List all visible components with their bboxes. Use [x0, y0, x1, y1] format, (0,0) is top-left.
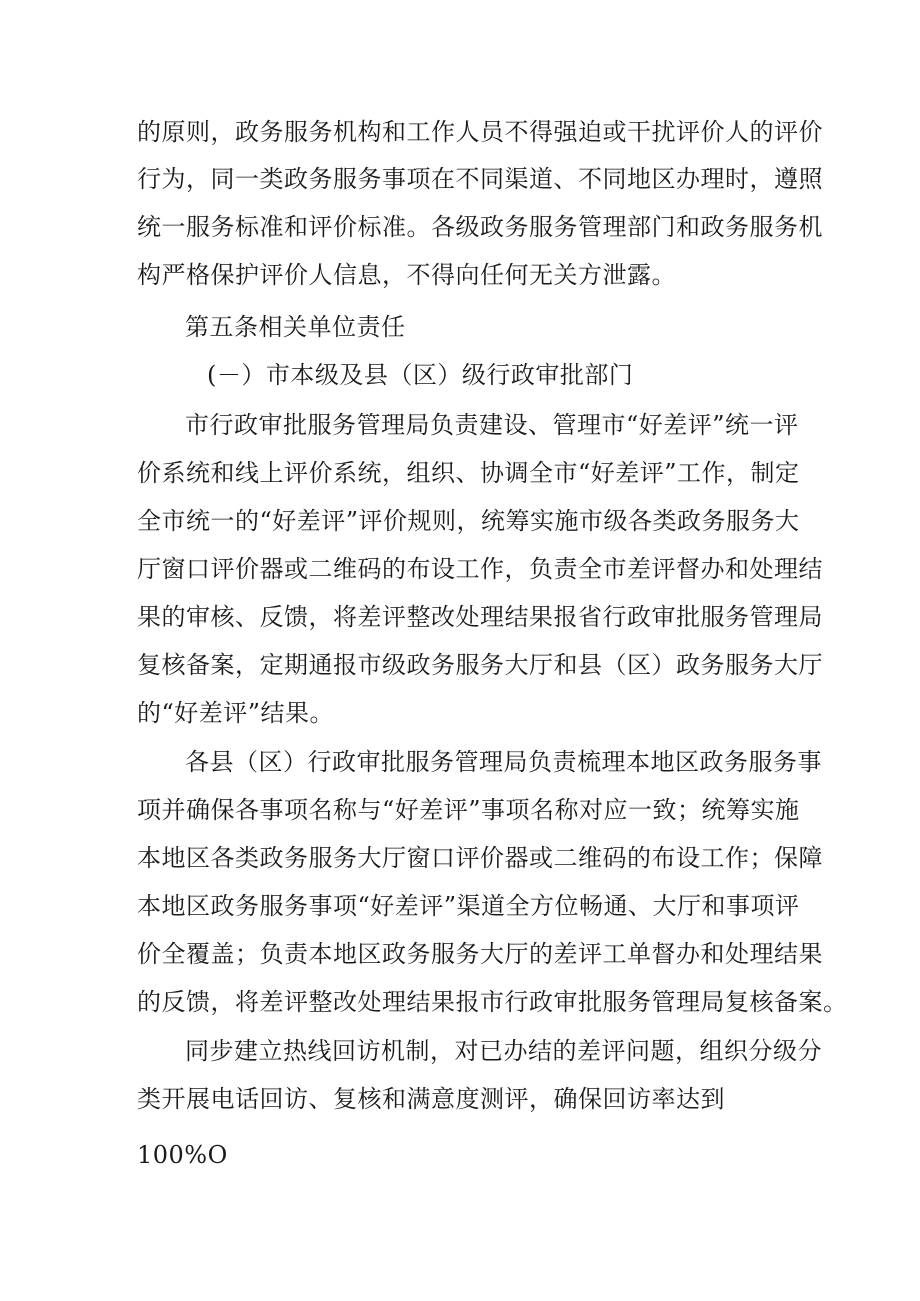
paragraph-2-line-1: 市行政审批服务管理局负责建设、管理市“好差评”统一评 [185, 411, 799, 439]
paragraph-1-line-3: 统一服务标准和评价标准。各级政务服务管理部门和政务服务机 [137, 213, 823, 241]
paragraph-4-line-1: 同步建立热线回访机制，对已办结的差评问题，组织分级分 [185, 1037, 822, 1065]
paragraph-2-line-6: 复核备案，定期通报市级政务服务大厅和县（区）政务服务大厅 [137, 651, 823, 679]
paragraph-4-line-2: 类开展电话回访、复核和满意度测评，确保回访率达到 [137, 1085, 725, 1113]
paragraph-2-line-3: 全市统一的“好差评”评价规则，统筹实施市级各类政务服务大 [137, 507, 800, 535]
paragraph-3-line-2: 项并确保各事项名称与“好差评”事项名称对应一致；统筹实施 [137, 796, 800, 824]
paragraph-3-line-3: 本地区各类政务服务大厅窗口评价器或二维码的布设工作；保障 [137, 844, 823, 872]
paragraph-3-line-5: 价全覆盖；负责本地区政务服务大厅的差评工单督办和处理结果 [137, 940, 823, 968]
paragraph-1-line-2: 行为，同一类政务服务事项在不同渠道、不同地区办理时，遵照 [137, 165, 823, 193]
paragraph-2-line-4: 厅窗口评价器或二维码的布设工作，负责全市差评督办和处理结 [137, 555, 823, 583]
paragraph-1-line-1: 的原则，政务服务机构和工作人员不得强迫或干扰评价人的评价 [137, 118, 823, 146]
paragraph-2-line-2: 价系统和线上评价系统，组织、协调全市“好差评”工作，制定 [137, 459, 800, 487]
trailing-text: 100%O [137, 1141, 228, 1169]
paragraph-3-line-1: 各县（区）行政审批服务管理局负责梳理本地区政务服务事 [185, 748, 822, 776]
paragraph-3-line-6: 的反馈，将差评整改处理结果报市行政审批服务管理局复核备案。 [137, 988, 848, 1016]
section-1-heading: (－）市本级及县（区）级行政审批部门 [207, 361, 634, 389]
article-5-heading: 第五条相关单位责任 [185, 313, 406, 341]
paragraph-3-line-4: 本地区政务服务事项“好差评”渠道全方位畅通、大厅和事项评 [137, 892, 800, 920]
paragraph-1-line-4: 构严格保护评价人信息，不得向任何无关方泄露。 [137, 261, 676, 289]
paragraph-2-line-7: 的“好差评”结果。 [137, 699, 335, 727]
paragraph-2-line-5: 果的审核、反馈，将差评整改处理结果报省行政审批服务管理局 [137, 603, 823, 631]
